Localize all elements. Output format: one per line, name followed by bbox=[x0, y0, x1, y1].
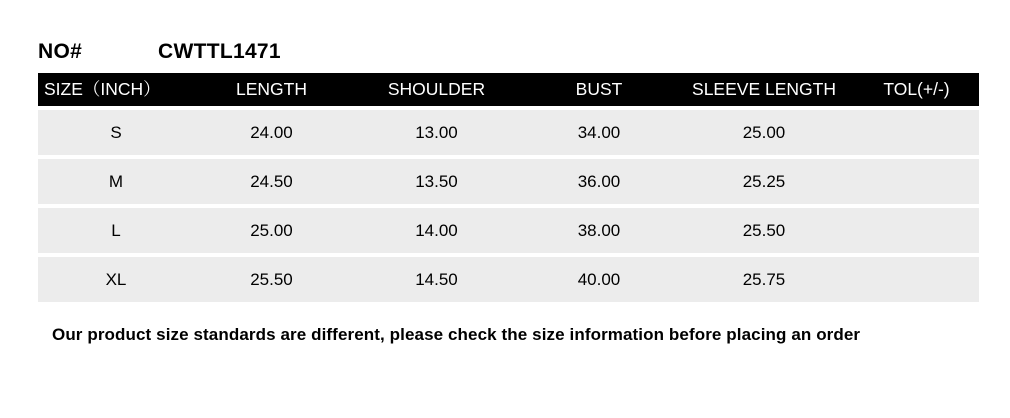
column-header-length: LENGTH bbox=[194, 73, 349, 106]
cell-sleeve-length: 25.50 bbox=[674, 208, 854, 253]
cell-sleeve-length: 25.00 bbox=[674, 110, 854, 155]
cell-tolerance bbox=[854, 257, 979, 302]
table-row bbox=[38, 110, 979, 155]
column-header-sleeve-length: SLEEVE LENGTH bbox=[674, 73, 854, 106]
cell-tolerance bbox=[854, 159, 979, 204]
cell-shoulder: 13.00 bbox=[349, 110, 524, 155]
table-header-row bbox=[38, 73, 979, 106]
cell-shoulder: 14.00 bbox=[349, 208, 524, 253]
cell-bust: 36.00 bbox=[524, 159, 674, 204]
product-number-value: CWTTL1471 bbox=[158, 40, 281, 63]
cell-sleeve-length: 25.75 bbox=[674, 257, 854, 302]
cell-tolerance bbox=[854, 110, 979, 155]
cell-sleeve-length: 25.25 bbox=[674, 159, 854, 204]
cell-shoulder: 14.50 bbox=[349, 257, 524, 302]
cell-shoulder: 13.50 bbox=[349, 159, 524, 204]
cell-size: S bbox=[38, 110, 194, 155]
table-body bbox=[38, 106, 979, 302]
cell-size: M bbox=[38, 159, 194, 204]
column-header-size: SIZE（INCH） bbox=[38, 73, 194, 106]
cell-length: 24.00 bbox=[194, 110, 349, 155]
column-header-bust: BUST bbox=[524, 73, 674, 106]
cell-size: L bbox=[38, 208, 194, 253]
product-number-row bbox=[38, 40, 281, 64]
size-note: Our product size standards are different, please check the size information before placing an order bbox=[52, 325, 861, 344]
cell-length: 24.50 bbox=[194, 159, 349, 204]
column-header-tolerance: TOL(+/-) bbox=[854, 73, 979, 106]
cell-length: 25.00 bbox=[194, 208, 349, 253]
size-table bbox=[38, 73, 979, 302]
column-header-shoulder: SHOULDER bbox=[349, 73, 524, 106]
cell-bust: 38.00 bbox=[524, 208, 674, 253]
cell-size: XL bbox=[38, 257, 194, 302]
cell-bust: 40.00 bbox=[524, 257, 674, 302]
cell-tolerance bbox=[854, 208, 979, 253]
table-row bbox=[38, 208, 979, 253]
cell-bust: 34.00 bbox=[524, 110, 674, 155]
cell-length: 25.50 bbox=[194, 257, 349, 302]
product-number-label: NO# bbox=[38, 40, 83, 63]
table-row bbox=[38, 257, 979, 302]
table-header bbox=[38, 73, 979, 106]
table-row bbox=[38, 159, 979, 204]
